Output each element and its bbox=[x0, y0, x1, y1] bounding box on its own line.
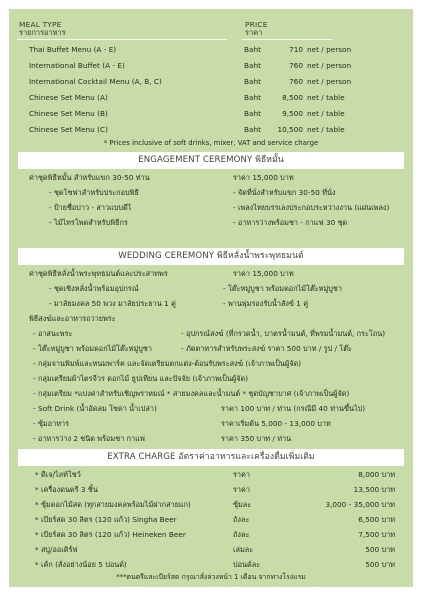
engagement-banner: ENGAGEMENT CEREMONY พิธีหมั้น bbox=[18, 152, 404, 169]
extra-charge-unit: ปอนด์ละ bbox=[233, 560, 261, 569]
meal-type-header-en: MEAL TYPE bbox=[19, 20, 62, 29]
menu-item-currency: Baht bbox=[244, 125, 261, 134]
extra-charge-name: * สบู่/ออเดิร์ฟ bbox=[35, 545, 78, 554]
menu-row bbox=[9, 108, 413, 120]
engagement-item: - ชุดโซฟาสำหรับประกอบพิธี bbox=[49, 188, 139, 197]
extra-charge-name: * ดีเจ/ไลท์โชว์ bbox=[35, 470, 81, 479]
package-row bbox=[9, 358, 413, 370]
extra-charge-row bbox=[9, 544, 413, 556]
charge-price: ราคา 350 บาท / ท่าน bbox=[221, 434, 292, 443]
menu-row bbox=[9, 60, 413, 72]
menu-item-unit: net / person bbox=[307, 77, 352, 86]
menu-item-name: International Cocktail Menu (A, B, C) bbox=[29, 77, 162, 86]
wedding-price-row bbox=[9, 268, 413, 280]
menu-item-unit: net / table bbox=[307, 109, 345, 118]
menu-item-amount: 760 bbox=[289, 77, 303, 86]
engagement-item: - ไม้ไทรโพดสำหรับพิธีกร bbox=[49, 218, 128, 227]
menu-item-currency: Baht bbox=[244, 93, 261, 102]
menu-item-amount: 710 bbox=[289, 45, 303, 54]
engagement-item: - จัดที่นั่งสำหรับแขก 30-50 ที่นั่ง bbox=[233, 188, 336, 197]
extra-charge-row bbox=[9, 469, 413, 481]
prices-note: * Prices inclusive of soft drinks, mixer, VAT and service charge bbox=[103, 139, 319, 147]
package-row bbox=[9, 373, 413, 385]
charge-price: ราคา 100 บาท / ท่าน (กรณีมี 40 ท่านขึ้นไป) bbox=[221, 404, 366, 413]
ceremony-item: - อาสนะพระ bbox=[33, 329, 73, 338]
charge-row bbox=[9, 403, 413, 415]
ceremony-label-row bbox=[9, 313, 413, 325]
ceremony-label: พิธีสงฆ์และอาหารถวายพระ bbox=[29, 314, 116, 323]
wedding-price-value: ราคา 15,000 บาท bbox=[233, 269, 294, 278]
charge-row bbox=[9, 433, 413, 445]
charge-row bbox=[9, 418, 413, 430]
menu-item-unit: net / person bbox=[307, 45, 352, 54]
extra-charge-unit: ราคา bbox=[233, 470, 250, 479]
wedding-item-row bbox=[9, 283, 413, 295]
menu-row bbox=[9, 76, 413, 88]
charge-item: - อาหารว่าง 2 ชนิด พร้อมชา กาแฟ bbox=[33, 434, 145, 443]
package-item: - กลุ่มจานพิมพ์และหนมพาร์ค และจัดเตรียมตกแต่ง-ต้อนรับพระสงฆ์ (เจ้าภาพเป็นผู้จัด) bbox=[33, 359, 302, 368]
menu-row bbox=[9, 124, 413, 136]
menu-item-currency: Baht bbox=[244, 109, 261, 118]
menu-item-name: Thai Buffet Menu (A - E) bbox=[29, 45, 117, 54]
menu-item-amount: 8,500 bbox=[282, 93, 303, 102]
engagement-item-row bbox=[9, 217, 413, 229]
engagement-price-label: ค่าชุดพิธีหมั้น สำหรับแขก 30-50 ท่าน bbox=[29, 173, 150, 182]
extra-charge-name: * เค้ก (สั่งอย่างน้อย 5 ปอนด์) bbox=[35, 560, 127, 569]
menu-item-name: Chinese Set Menu (C) bbox=[29, 125, 108, 134]
ceremony-item-row bbox=[9, 328, 413, 340]
extra-charge-row bbox=[9, 559, 413, 571]
menu-item-currency: Baht bbox=[244, 61, 261, 70]
wedding-item: - พานพุ่มรองรับน้ำสังข์ 1 คู่ bbox=[223, 299, 309, 308]
engagement-item: - อาหารว่างพร้อมชา - กาแฟ 30 ชุด bbox=[233, 218, 348, 227]
engagement-item-row bbox=[9, 202, 413, 214]
extra-charge-price: 13,500 บาท bbox=[353, 485, 395, 494]
extra-charge-row bbox=[9, 484, 413, 496]
wedding-price-label: ค่าชุดพิธีหลั่งน้ำพระพุทธมนต์และประสาทพร bbox=[29, 269, 168, 278]
engagement-price-row bbox=[9, 172, 413, 184]
engagement-item: - เพลงไทยบรรเลงประกอบระหว่างงาน (แผ่นเพลง) bbox=[233, 203, 390, 212]
menu-item-amount: 760 bbox=[289, 61, 303, 70]
wedding-item: - มาลัยมงคล 50 พวง มาลัยประธาน 1 คู่ bbox=[49, 299, 176, 308]
ceremony-item-row bbox=[9, 343, 413, 355]
menu-item-currency: Baht bbox=[244, 77, 261, 86]
menu-row bbox=[9, 44, 413, 56]
charge-item: - ซุ้มอาหาร bbox=[33, 419, 70, 428]
extra-charge-name: * ซุ้มดอกไม้สด (ทุกสายมงคลพร้อมไม้ฝากสายแก) bbox=[35, 500, 191, 509]
package-item: - กลุ่มเตรียม *แบ่งค่าสำหรับเชิญพราหมณ์ * สายมงคลและน้ำมนต์ * ชุดบัญชาบาศ (เจ้าภาพเป็นผู้จัด) bbox=[33, 389, 350, 398]
ceremony-item: - โต๊ะหมู่บูชา พร้อมดอกไม้โต๊ะหมู่บูชา bbox=[33, 344, 152, 353]
wedding-item-row bbox=[9, 298, 413, 310]
extra-charge-row bbox=[9, 499, 413, 511]
extra-charge-row bbox=[9, 529, 413, 541]
charge-price: ราคาเริ่มต้น 5,000 - 13,000 บาท bbox=[221, 419, 331, 428]
extra-charge-unit: ซุ้มละ bbox=[233, 500, 252, 509]
meal-type-header-th: รายการอาหาร bbox=[19, 28, 66, 37]
extra-charge-name: * เบียร์สด 30 ลิตร (120 แก้ว) Singha Beer bbox=[35, 515, 177, 524]
menu-item-currency: Baht bbox=[244, 45, 261, 54]
menu-item-unit: net / table bbox=[307, 93, 345, 102]
menu-item-amount: 10,500 bbox=[277, 125, 303, 134]
extra-charge-price: 3,000 - 35,000 บาท bbox=[325, 500, 395, 509]
menu-item-amount: 9,500 bbox=[282, 109, 303, 118]
wedding-banner: WEDDING CEREMONY พิธีหลั่งน้ำพระพุทธมนต์ bbox=[18, 248, 404, 265]
menu-item-name: International Buffet (A - E) bbox=[29, 61, 125, 70]
engagement-item: - ป้ายชื่อบ่าว - สาวแบบดีไ bbox=[49, 203, 132, 212]
extra-charge-price: 6,500 บาท bbox=[358, 515, 395, 524]
meal-type-header bbox=[19, 21, 66, 37]
menu-item-name: Chinese Set Menu (A) bbox=[29, 93, 108, 102]
header-divider-left bbox=[17, 39, 227, 40]
extra-charge-unit: ราคา bbox=[233, 485, 250, 494]
extra-charge-unit: ถังละ bbox=[233, 515, 250, 524]
extra-charge-unit: เล่มละ bbox=[233, 545, 254, 554]
extra-charge-price: 500 บาท bbox=[365, 545, 395, 554]
extra-charge-name: * เบียร์สด 30 ลิตร (120 แก้ว) Heineken Beer bbox=[35, 530, 186, 539]
package-row bbox=[9, 388, 413, 400]
extra-charge-banner: EXTRA CHARGE อัตราค่าอาหารและเครื่องดื่มเพิ่มเติม bbox=[18, 449, 404, 466]
ceremony-item: - ภัตตาหารสำหรับพระสงฆ์ ราคา 500 บาท / รูป / โต๊ะ bbox=[181, 344, 352, 353]
menu-item-name: Chinese Set Menu (B) bbox=[29, 109, 108, 118]
wedding-item: - โต๊ะหมู่บูชา พร้อมดอกไม้โต๊ะหมู่บูชา bbox=[223, 284, 342, 293]
extra-charge-price: 500 บาท bbox=[365, 560, 395, 569]
extra-charge-price: 8,000 บาท bbox=[358, 470, 395, 479]
engagement-item-row bbox=[9, 187, 413, 199]
price-list-page bbox=[9, 9, 413, 587]
menu-row bbox=[9, 92, 413, 104]
menu-item-unit: net / table bbox=[307, 125, 345, 134]
ceremony-item: - อุปกรณ์สงฆ์ (ที่กรวดน้ำ, บาตรน้ำมนต์, ที่พรมน้ำมนต์, กระโถน) bbox=[181, 329, 386, 338]
engagement-price-value: ราคา 15,000 บาท bbox=[233, 173, 294, 182]
wedding-item: - ชุดเชิงหลั่งน้ำพร้อมอุปกรณ์ bbox=[49, 284, 139, 293]
extra-charge-row bbox=[9, 514, 413, 526]
extra-charge-name: * เครื่องดนตรี 3 ชิ้น bbox=[35, 485, 98, 494]
extra-charge-price: 7,500 บาท bbox=[358, 530, 395, 539]
footer-note: ***ดนตรีและเบียร์สด กรุณาสั่งล่วงหน้า 1 เดือน จากทางโรงแรม bbox=[116, 573, 306, 581]
price-header bbox=[245, 21, 268, 37]
charge-item: - Soft Drink (น้ำอัดลม โซดา น้ำเปล่า) bbox=[33, 404, 157, 413]
price-header-en: PRICE bbox=[245, 20, 268, 29]
package-item: - กลุ่มเตรียมผ้าไตรจีวร ดอกไม้ ธูปเทียน และปัจจัย (เจ้าภาพเป็นผู้จัด) bbox=[33, 374, 249, 383]
price-header-th: ราคา bbox=[245, 28, 263, 37]
header-divider-right bbox=[242, 39, 332, 40]
extra-charge-unit: ถังละ bbox=[233, 530, 250, 539]
menu-item-unit: net / person bbox=[307, 61, 352, 70]
